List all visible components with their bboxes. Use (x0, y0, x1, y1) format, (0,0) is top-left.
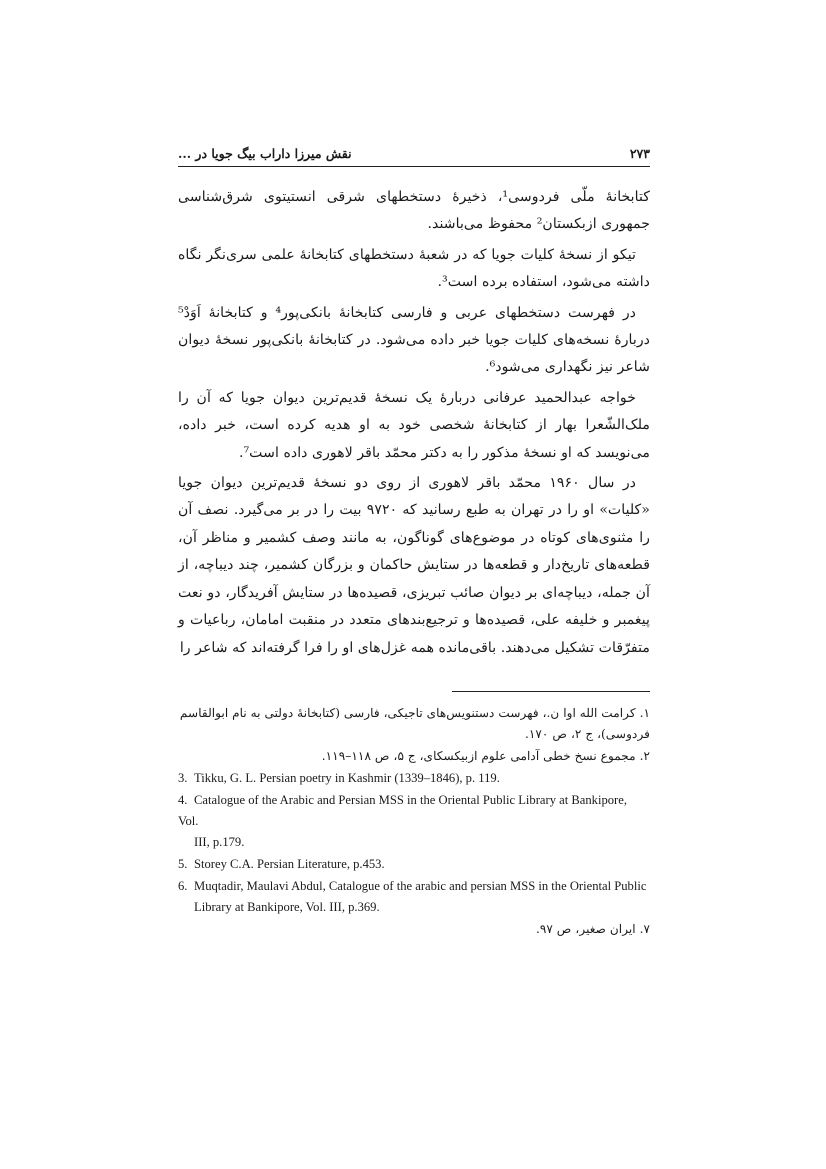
footnote (178, 768, 650, 789)
footnote-text: Tikku, G. L. Persian poetry in Kashmir (1339–1846), p. 119. (194, 771, 500, 785)
running-header (178, 146, 650, 167)
footnote-continuation: III, p.179. (194, 835, 245, 849)
footnote-separator (452, 691, 650, 692)
footnote (178, 790, 650, 853)
footnote (178, 876, 650, 918)
main-text (178, 184, 650, 665)
footnote-number: 4. (178, 793, 188, 807)
paragraph: خواجه عبدالحمید عرفانی دربارهٔ یک نسخهٔ قدیم‌ترین دیوان جویا که آن را ملک‌الشّعرا بهار از کتابخانهٔ شخصی خود به او هدیه کرده است، خبر داده، می‌نویسد که او نسخهٔ مذکور را به دکتر محمّد باقر لاهوری داده است⁷. (178, 389, 650, 461)
paragraph: در سال ۱۹۶۰ محمّد باقر لاهوری از روی دو نسخهٔ قدیم‌ترین دیوان جویا «کلیات» او را در تهران به طبع رسانید که ۹۷۲۰ بیت را در بر می‌گیرد. نصف آن را مثنوی‌های کوتاه در موضوع‌های گوناگون، به مانند وصف کشمیر و مناظر آن، قطعه‌های تاریخ‌دار و قطعه‌ها در ستایش حاکمان و بزرگان کشمیر، چند دیباچه، از آن جمله، دیباچه‌ای بر دیوان صائب تبریزی، قصیده‌ها در ستایش آفریدگار، دو نعت پیغمبر و خلیفه علی، قصیده‌ها و ترجیع‌بندهای متعدد در منقبت امامان، رباعیات و متفرّقات تشکیل می‌دهند. باقی‌مانده همه غزل‌های او را فرا گرفته‌اند که شاعر را (178, 475, 650, 656)
document-page (178, 0, 650, 1169)
running-title: نقش میرزا داراب بیگ جویا در ... (178, 146, 352, 161)
footnote: ۲. مجموع نسخ خطی آدامی علوم ازبیکسکای، ج ۵، ص ۱۱۸–۱۱۹. (321, 749, 650, 763)
paragraph: تیکو از نسخهٔ کلیات جویا که در شعبهٔ دستخطهای کتابخانهٔ علمی سری‌نگر نگاه داشته می‌شود، استفاده برده است³. (178, 246, 650, 291)
paragraph: در فهرست دستخطهای عربی و فارسی کتابخانهٔ بانکی‌پور⁴ و کتابخانهٔ اَوَدْ⁵ دربارهٔ نسخه‌های کلیات جویا خبر داده می‌شود. در کتابخانهٔ بانکی‌پور نسخهٔ دیوان شاعر نیز نگهداری می‌شود⁶. (178, 304, 650, 376)
footnote-text: Muqtadir, Maulavi Abdul, Catalogue of the arabic and persian MSS in the Oriental Public (194, 879, 647, 893)
footnote: ۷. ایران صغیر، ص ۹۷. (535, 922, 650, 936)
footnote-text: Storey C.A. Persian Literature, p.453. (194, 857, 385, 871)
footnote-continuation: Library at Bankipore, Vol. III, p.369. (194, 900, 380, 914)
footnote-number: 5. (178, 857, 188, 871)
footnote-number: 3. (178, 771, 188, 785)
footnote-text: Catalogue of the Arabic and Persian MSS in the Oriental Public Library at Bankipore, Vol. (178, 793, 627, 828)
page-number: ۲۷۳ (629, 146, 650, 161)
footnote: ۱. کرامت الله اوا ن.، فهرست دستنویس‌های تاجیکی، فارسی (کتابخانهٔ دولتی به نام ابوالقاسم فردوسی)، ج ۲، ص ۱۷۰. (179, 706, 650, 741)
paragraph: کتابخانهٔ ملّی فردوسی¹، ذخیرهٔ دستخطهای شرقی انستیتوی شرق‌شناسی جمهوری ازبکستان² محفوظ می‌باشند. (178, 189, 650, 233)
footnote (178, 854, 650, 875)
footnotes (178, 703, 650, 941)
footnote-number: 6. (178, 879, 188, 893)
